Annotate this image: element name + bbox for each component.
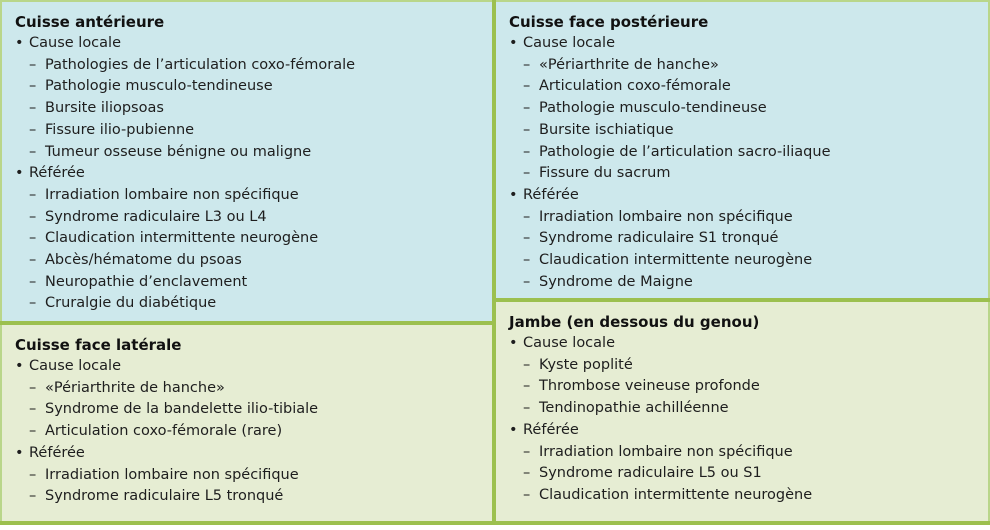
dash-icon: –: [29, 121, 37, 138]
panel-cuisse-posterieure: [496, 2, 988, 299]
dash-icon: –: [523, 252, 531, 269]
list-item: [509, 228, 988, 250]
category-heading: [509, 33, 988, 55]
list-item: [509, 55, 988, 77]
list-item: [15, 399, 493, 421]
dash-icon: –: [29, 208, 37, 225]
dash-icon: –: [29, 230, 37, 247]
list-item: [15, 76, 493, 98]
bullet-icon: •: [509, 335, 518, 351]
list-item: [15, 207, 493, 229]
list-item-text: Kyste poplité: [539, 356, 633, 373]
list-item: [15, 142, 493, 164]
list-item: [15, 378, 493, 400]
list-item: [509, 355, 988, 377]
dash-icon: –: [523, 486, 531, 503]
dash-icon: –: [29, 143, 37, 160]
dash-icon: –: [523, 78, 531, 95]
dash-icon: –: [29, 466, 37, 483]
category-label: Référée: [29, 165, 85, 182]
category-label: Cause locale: [29, 35, 121, 51]
list-item: [509, 485, 988, 507]
dash-icon: –: [29, 56, 37, 73]
panel-jambe: [496, 302, 988, 521]
list-item-text: Tendinopathie achilléenne: [539, 400, 729, 417]
list-item: [15, 250, 493, 272]
list-item-text: Abcès/hématome du psoas: [45, 252, 242, 269]
panel-title: Cuisse face latérale: [15, 336, 182, 354]
dash-icon: –: [29, 401, 37, 418]
dash-icon: –: [523, 443, 531, 460]
category-label: Référée: [523, 421, 579, 438]
list-item-text: «Périarthrite de hanche»: [539, 56, 719, 73]
dash-icon: –: [523, 100, 531, 117]
list-item: [509, 442, 988, 464]
list-item-text: Irradiation lombaire non spécifique: [45, 186, 299, 203]
list-item-text: Bursite ischiatique: [539, 121, 674, 138]
list-item: [15, 98, 493, 120]
list-item-text: Claudication intermittente neurogène: [539, 486, 813, 503]
list-item: [15, 421, 493, 443]
list-item-text: Pathologie musculo-tendineuse: [539, 100, 767, 117]
list-item-text: Claudication intermittente neurogène: [45, 230, 319, 247]
category-heading: [509, 420, 988, 442]
list-item-text: Cruralgie du diabétique: [45, 295, 217, 312]
list-item-text: Articulation coxo-fémorale (rare): [45, 423, 283, 440]
list-item: [509, 250, 988, 272]
list-item: [15, 272, 493, 294]
dash-icon: –: [29, 100, 37, 117]
dash-icon: –: [29, 252, 37, 269]
dash-icon: –: [523, 465, 531, 482]
category-heading: [15, 163, 493, 185]
list-item-text: Claudication intermittente neurogène: [539, 252, 813, 269]
dash-icon: –: [29, 186, 37, 203]
dash-icon: –: [523, 143, 531, 160]
dash-icon: –: [523, 230, 531, 247]
category-heading: [15, 33, 493, 55]
list-item-text: Fissure du sacrum: [539, 165, 671, 182]
list-item: [509, 207, 988, 229]
divider-bottom: [0, 521, 990, 525]
list-item: [509, 76, 988, 98]
dash-icon: –: [523, 378, 531, 395]
list-item: [15, 185, 493, 207]
list-item-text: Syndrome radiculaire L5 tronqué: [45, 488, 284, 505]
dash-icon: –: [29, 295, 37, 312]
list-item-text: Syndrome de la bandelette ilio-tibiale: [45, 401, 319, 418]
panel-cuisse-anterieure: [2, 2, 493, 322]
category-label: Cause locale: [523, 335, 615, 351]
list-item-text: Syndrome radiculaire L3 ou L4: [45, 208, 267, 225]
list-item-text: Irradiation lombaire non spécifique: [539, 208, 793, 225]
bullet-icon: •: [15, 358, 24, 374]
category-label: Référée: [29, 444, 85, 461]
list-item-text: Articulation coxo-fémorale: [539, 78, 731, 95]
category-heading: [15, 443, 493, 465]
list-item-text: Neuropathie d’enclavement: [45, 273, 248, 290]
dash-icon: –: [523, 273, 531, 290]
list-item: [509, 142, 988, 164]
dash-icon: –: [29, 488, 37, 505]
list-item-text: Irradiation lombaire non spécifique: [539, 443, 793, 460]
bullet-icon: •: [15, 165, 24, 182]
list-item: [509, 398, 988, 420]
dash-icon: –: [29, 423, 37, 440]
dash-icon: –: [523, 165, 531, 182]
category-heading: [509, 185, 988, 207]
bullet-icon: •: [509, 186, 518, 203]
category-label: Cause locale: [29, 358, 121, 374]
bullet-icon: •: [15, 444, 24, 461]
bullet-icon: •: [15, 35, 24, 51]
panel-title: Cuisse antérieure: [15, 13, 165, 31]
dash-icon: –: [523, 208, 531, 225]
dash-icon: –: [29, 78, 37, 95]
list-item: [509, 163, 988, 185]
panel-cuisse-laterale: [2, 325, 493, 521]
list-item-text: Bursite iliopsoas: [45, 100, 164, 117]
list-item-text: «Périarthrite de hanche»: [45, 379, 225, 396]
list-item-text: Pathologie de l’articulation sacro-iliaque: [539, 143, 831, 160]
list-item-text: Pathologie musculo-tendineuse: [45, 78, 273, 95]
category-label: Référée: [523, 186, 579, 203]
bullet-icon: •: [509, 35, 518, 51]
dash-icon: –: [523, 356, 531, 373]
divider-horizontal-right: [494, 298, 990, 302]
divider-vertical: [492, 0, 496, 524]
list-item: [509, 98, 988, 120]
dash-icon: –: [523, 56, 531, 73]
list-item: [509, 120, 988, 142]
divider-horizontal-left: [0, 321, 494, 325]
list-item-text: Pathologies de l’articulation coxo-fémorale: [45, 56, 356, 73]
panel-title: Cuisse face postérieure: [509, 13, 709, 31]
list-item: [15, 55, 493, 77]
dash-icon: –: [29, 379, 37, 396]
list-item: [15, 293, 493, 315]
category-heading: [15, 356, 493, 378]
list-item-text: Tumeur osseuse bénigne ou maligne: [45, 143, 312, 160]
bullet-icon: •: [509, 421, 518, 438]
list-item-text: Thrombose veineuse profonde: [539, 378, 760, 395]
dash-icon: –: [523, 121, 531, 138]
list-item: [15, 120, 493, 142]
list-item-text: Fissure ilio-pubienne: [45, 121, 195, 138]
category-label: Cause locale: [523, 35, 615, 51]
list-item-text: Syndrome de Maigne: [539, 273, 693, 290]
list-item: [509, 272, 988, 294]
category-heading: [509, 333, 988, 355]
list-item: [509, 376, 988, 398]
list-item: [509, 463, 988, 485]
list-item: [15, 486, 493, 508]
list-item-text: Syndrome radiculaire S1 tronqué: [539, 230, 779, 247]
list-item-text: Syndrome radiculaire L5 ou S1: [539, 465, 762, 482]
list-item: [15, 465, 493, 487]
panel-title: Jambe (en dessous du genou): [509, 313, 760, 331]
dash-icon: –: [29, 273, 37, 290]
dash-icon: –: [523, 400, 531, 417]
list-item: [15, 228, 493, 250]
list-item-text: Irradiation lombaire non spécifique: [45, 466, 299, 483]
